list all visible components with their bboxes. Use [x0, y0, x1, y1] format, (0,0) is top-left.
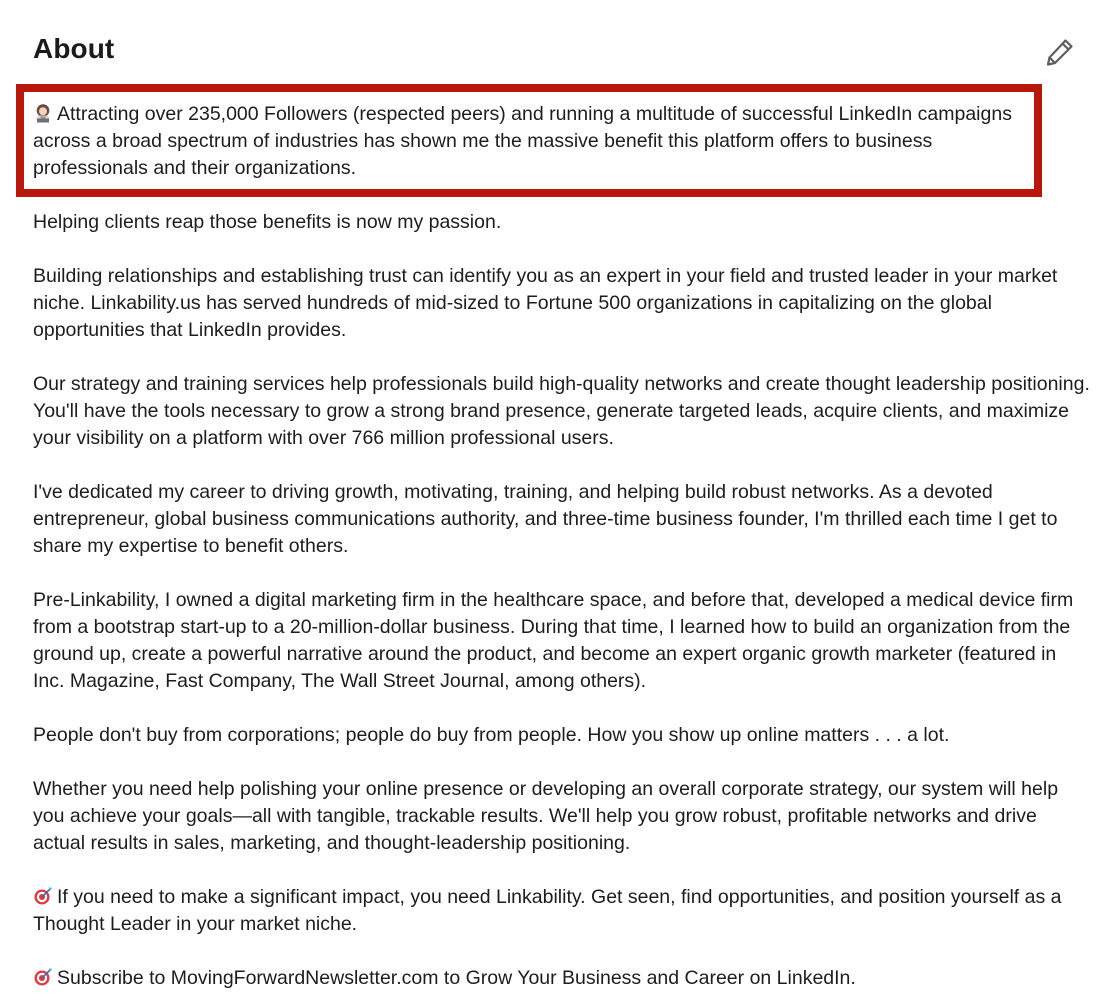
- about-paragraph: People don't buy from corporations; people do buy from people. How you show up online matters . . . a lot.: [33, 724, 950, 746]
- paragraph-text: If you need to make a significant impact, you need Linkability. Get seen, find opportunities, and position yourself as a Thought Leader in your market niche.: [33, 886, 1062, 935]
- pencil-icon: [1044, 36, 1076, 68]
- about-paragraph: Our strategy and training services help professionals build high-quality networks and create thought leadership positioning. You'll have the tools necessary to grow a strong brand presence, generate targeted leads, acquire clients, and maximize your visibility on a platform with over 766 million professional users.: [33, 373, 1090, 449]
- section-title: About: [33, 33, 115, 64]
- about-paragraph: [33, 884, 1093, 938]
- direct-hit-emoji: [33, 967, 53, 987]
- about-paragraph: Building relationships and establishing trust can identify you as an expert in your field and trusted leader in your market niche. Linkability.us has served hundreds of mid-sized to Fortune 500 organizations in capitalizing on the global opportunities that LinkedIn provides.: [33, 265, 1058, 341]
- about-paragraph: Whether you need help polishing your online presence or developing an overall corporate strategy, our system will help you achieve your goals—all with tangible, trackable results. We'll help you grow robust, profitable networks and drive actual results in sales, marketing, and thought-leadership positioning.: [33, 778, 1059, 854]
- about-paragraph: [33, 965, 1093, 992]
- paragraph-text: Attracting over 235,000 Followers (respected peers) and running a multitude of successful LinkedIn campaigns across a broad spectrum of industries has shown me the massive benefit this platform offers to business professionals and their organizations.: [33, 103, 1012, 179]
- direct-hit-emoji: [33, 886, 53, 906]
- woman-technologist-emoji: [33, 103, 53, 123]
- edit-about-button[interactable]: [1040, 32, 1080, 72]
- paragraph-text: Subscribe to MovingForwardNewsletter.com to Grow Your Business and Career on LinkedIn.: [57, 967, 856, 989]
- about-paragraph: [33, 101, 1033, 182]
- about-paragraph: I've dedicated my career to driving growth, motivating, training, and helping build robust networks. As a devoted entrepreneur, global business communications authority, and three-time business founder, I'm thrilled each time I get to share my expertise to benefit others.: [33, 481, 1058, 557]
- about-paragraph: Helping clients reap those benefits is now my passion.: [33, 211, 502, 233]
- about-paragraph: Pre-Linkability, I owned a digital marketing firm in the healthcare space, and before that, developed a medical device firm from a bootstrap start-up to a 20-million-dollar business. During that time, I learned how to build an organization from the ground up, create a powerful narrative around the product, and become an expert organic growth marketer (featured in Inc. Magazine, Fast Company, The Wall Street Journal, among others).: [33, 589, 1074, 692]
